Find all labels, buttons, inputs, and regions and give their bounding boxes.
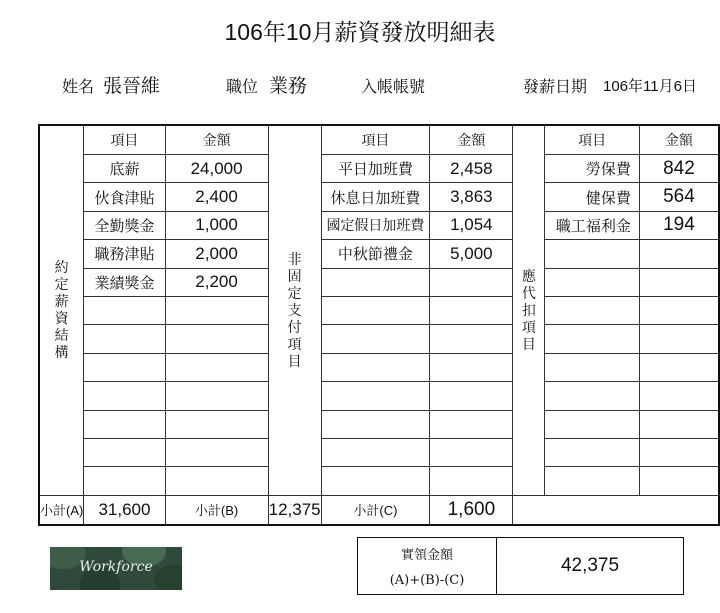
deductions-subtotal-label: 小計(C) (321, 495, 430, 525)
deductions-empty-amount (639, 438, 719, 466)
variable-empty-amount (430, 438, 513, 466)
pay-date-value: 106年11月6日 (603, 78, 697, 95)
company-logo (50, 547, 182, 590)
variable-empty-item (321, 353, 430, 381)
deductions-item-header: 項目 (545, 125, 640, 155)
fixed-empty-amount (165, 353, 268, 381)
fixed-empty-item (84, 325, 165, 353)
fixed-amount-header: 金額 (165, 125, 268, 155)
variable-empty-item (321, 467, 430, 495)
deductions-amount: 842 (639, 155, 719, 183)
fixed-amount: 24,000 (165, 155, 268, 183)
fixed-item: 業績獎金 (84, 268, 165, 296)
variable-section-title: 非 固 定 支 付 項 目 (268, 125, 321, 495)
deductions-subtotal: 1,600 (430, 495, 513, 525)
variable-empty-amount (430, 410, 513, 438)
variable-item: 休息日加班費 (321, 183, 430, 211)
deductions-empty-amount (639, 382, 719, 410)
variable-amount: 3,863 (430, 183, 513, 211)
deductions-empty-amount (639, 268, 719, 296)
variable-empty-item (321, 382, 430, 410)
fixed-item: 底薪 (84, 155, 165, 183)
fixed-subtotal: 31,600 (84, 495, 165, 525)
variable-item: 中秋節禮金 (321, 240, 430, 268)
total-amount: 42,375 (497, 538, 684, 595)
variable-amount: 5,000 (430, 240, 513, 268)
salary-table (38, 124, 720, 526)
deductions-empty-amount (639, 353, 719, 381)
variable-amount: 2,458 (430, 155, 513, 183)
variable-empty-amount (430, 325, 513, 353)
fixed-amount: 2,400 (165, 183, 268, 211)
deductions-empty-amount (639, 325, 719, 353)
fixed-amount: 1,000 (165, 211, 268, 239)
deductions-empty-amount (639, 410, 719, 438)
deductions-item: 職工福利金 (545, 211, 640, 239)
fixed-empty-amount (165, 325, 268, 353)
deductions-item: 勞保費 (545, 155, 640, 183)
total-label-cell (358, 538, 497, 595)
deductions-empty-amount (639, 296, 719, 324)
fixed-item: 全勤獎金 (84, 211, 165, 239)
total-label: 實領金額 (400, 547, 453, 562)
variable-empty-amount (430, 382, 513, 410)
fixed-empty-amount (165, 438, 268, 466)
fixed-empty-amount (165, 296, 268, 324)
variable-empty-amount (430, 296, 513, 324)
variable-empty-item (321, 410, 430, 438)
fixed-empty-item (84, 382, 165, 410)
variable-empty-item (321, 296, 430, 324)
variable-amount-header: 金額 (430, 125, 513, 155)
deductions-empty-item (545, 296, 640, 324)
deductions-empty-amount (639, 240, 719, 268)
variable-empty-item (321, 438, 430, 466)
fixed-item-header: 項目 (84, 125, 165, 155)
variable-item: 國定假日加班費 (321, 211, 430, 239)
fixed-item: 職務津貼 (84, 240, 165, 268)
variable-empty-amount (430, 268, 513, 296)
variable-empty-item (321, 325, 430, 353)
variable-empty-item (321, 268, 430, 296)
deductions-empty-item (545, 467, 640, 495)
position-label: 職位 (226, 79, 259, 96)
page-title: 106年10月薪資發放明細表 (224, 19, 496, 45)
fixed-section-title: 約 定 薪 資 結 構 (39, 125, 84, 495)
total-box (357, 537, 684, 595)
fixed-empty-item (84, 438, 165, 466)
variable-item-header: 項目 (321, 125, 430, 155)
logo-text: Workforce (79, 559, 153, 575)
fixed-empty-amount (165, 410, 268, 438)
account-label: 入帳帳號 (361, 79, 426, 96)
fixed-empty-item (84, 296, 165, 324)
name-value: 張晉維 (103, 76, 161, 97)
fixed-empty-item (84, 410, 165, 438)
deductions-amount: 564 (639, 183, 719, 211)
deductions-empty-item (545, 240, 640, 268)
position-value: 業務 (269, 76, 308, 97)
deductions-empty-item (545, 325, 640, 353)
variable-empty-amount (430, 353, 513, 381)
variable-subtotal-label: 小計(B) (165, 495, 268, 525)
variable-item: 平日加班費 (321, 155, 430, 183)
deductions-item: 健保費 (545, 183, 640, 211)
fixed-amount: 2,200 (165, 268, 268, 296)
deductions-empty-item (545, 382, 640, 410)
name-label: 姓名 (62, 79, 95, 96)
deductions-empty-item (545, 438, 640, 466)
deductions-empty-item (545, 268, 640, 296)
variable-subtotal: 12,375 (268, 495, 321, 525)
deductions-amount: 194 (639, 211, 719, 239)
variable-empty-amount (430, 467, 513, 495)
fixed-empty-amount (165, 382, 268, 410)
total-formula: (A)+(B)-(C) (389, 573, 465, 588)
fixed-amount: 2,000 (165, 240, 268, 268)
deductions-section-title: 應 代 扣 項 目 (513, 125, 545, 495)
fixed-item: 伙食津貼 (84, 183, 165, 211)
fixed-empty-item (84, 353, 165, 381)
fixed-subtotal-label: 小計(A) (39, 495, 84, 525)
fixed-empty-amount (165, 467, 268, 495)
deductions-empty-item (545, 410, 640, 438)
pay-date-label: 發薪日期 (523, 79, 588, 96)
deductions-empty-item (545, 353, 640, 381)
variable-amount: 1,054 (430, 211, 513, 239)
deductions-amount-header: 金額 (639, 125, 719, 155)
deductions-empty-amount (639, 467, 719, 495)
fixed-empty-item (84, 467, 165, 495)
